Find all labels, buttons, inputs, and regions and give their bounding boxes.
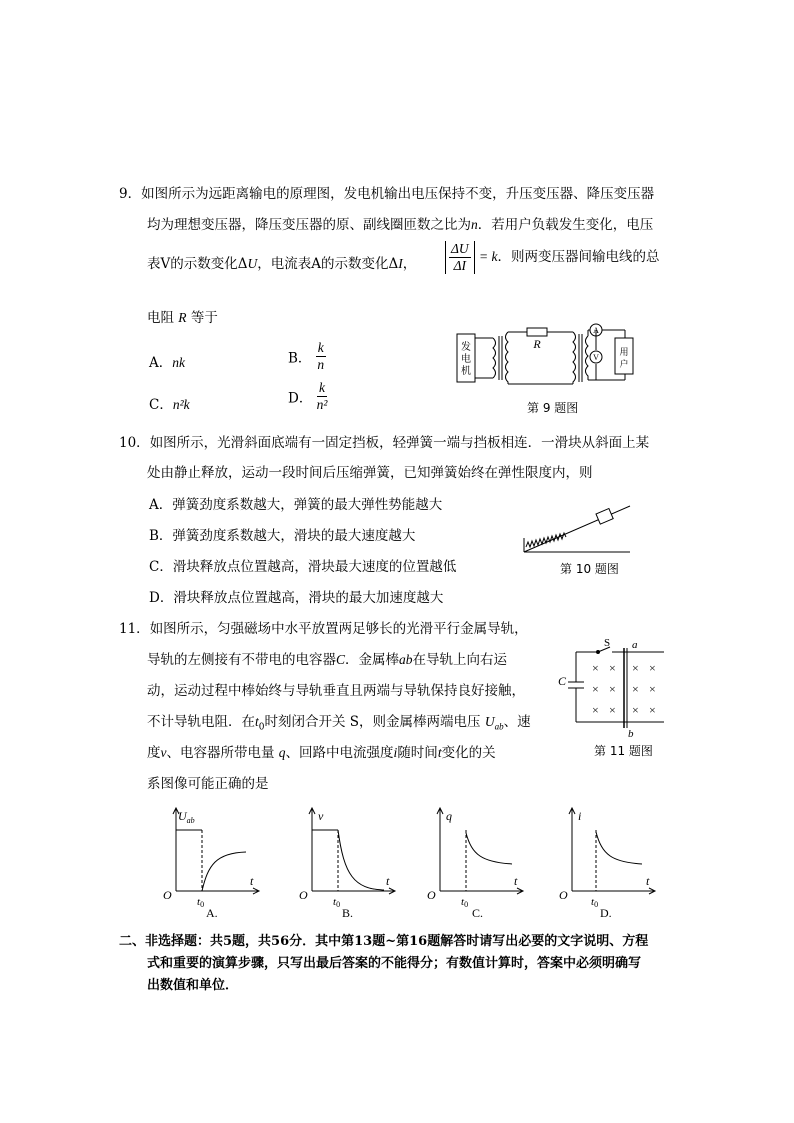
user-label-1: 用 xyxy=(619,347,629,357)
subscript: 0 xyxy=(258,722,265,733)
q11-text: 不计导轨电阻．在 xyxy=(147,714,255,730)
curve-decay xyxy=(466,833,512,864)
curve-decay xyxy=(338,830,384,890)
capacitor-label: C xyxy=(558,674,567,688)
x-label: t xyxy=(386,874,390,888)
abs-bars xyxy=(445,241,475,274)
option-label: A． xyxy=(149,355,173,371)
var-q: q xyxy=(278,745,286,760)
q11-text: 导轨的左侧接有不带电的电容器 xyxy=(147,652,336,668)
subscript: ab xyxy=(494,721,504,732)
slider-block xyxy=(596,509,613,525)
var-I: I xyxy=(398,256,403,271)
frac-denominator: ΔI xyxy=(453,258,467,273)
step-down-primary-coil xyxy=(573,332,576,384)
x-label: t xyxy=(514,874,518,888)
option-label: D． xyxy=(288,390,313,407)
t0-label: t0 xyxy=(591,896,599,909)
cross-mark: × xyxy=(592,682,599,696)
frac-denominator: n xyxy=(317,357,325,372)
cross-mark: × xyxy=(592,661,599,675)
q9-option-b xyxy=(288,340,326,373)
cross-mark: × xyxy=(609,661,616,675)
gen-label-3: 机 xyxy=(461,366,471,377)
q10-line2: 处由静止释放，运动一段时间后压缩弹簧，已知弹簧始终在弹性限度内，则 xyxy=(147,465,593,481)
q9-option-c xyxy=(149,393,190,413)
curve-rise xyxy=(202,852,246,891)
option-label: C． xyxy=(149,397,173,413)
t0-label: t0 xyxy=(461,896,469,909)
q9-text: ．若用户负载发生变化，电压 xyxy=(477,217,654,233)
q11-line4 xyxy=(147,710,531,733)
option-value: n²k xyxy=(172,397,190,412)
rod-end-a: a xyxy=(632,639,638,651)
gen-label-2: 电 xyxy=(461,354,471,365)
q9-line3 xyxy=(147,252,416,272)
frac-numerator: k xyxy=(317,340,324,355)
switch-label: S xyxy=(604,637,611,649)
q9-circuit-figure xyxy=(455,320,645,392)
frac-numerator: ΔU xyxy=(451,241,469,256)
fraction-dU-dI xyxy=(449,241,471,274)
section2-line2: 式和重要的演算步骤，只写出最后答案的不能得分；有数值计算时，答案中必须明确写 xyxy=(147,956,642,971)
q11-text: 、电容器所带电量 xyxy=(166,745,275,761)
var-C: C xyxy=(336,652,346,667)
cross-mark: × xyxy=(649,703,656,717)
graph-d xyxy=(554,805,664,917)
rod-end-b: b xyxy=(628,728,634,738)
var-R: R xyxy=(178,310,187,325)
var-i: i xyxy=(393,745,398,760)
q11-text: 时刻闭合开关 S，则金属棒两端电压 xyxy=(264,714,481,730)
origin-label: O xyxy=(299,888,308,902)
q10-option-b: B．弹簧劲度系数越大，滑块的最大速度越大 xyxy=(149,528,416,544)
incline-surface xyxy=(524,506,630,552)
q9-text: 等于 xyxy=(190,310,218,326)
q10-figure-caption: 第 10 题图 xyxy=(560,562,619,576)
graph-caption: D. xyxy=(600,906,612,917)
section2-line1: 二、非选择题：共5题，共56分．其中第13题~第16题解答时请写出必要的文字说明、方程 xyxy=(119,934,649,949)
cross-mark: × xyxy=(632,703,639,717)
cross-mark: × xyxy=(609,682,616,696)
cross-mark: × xyxy=(609,703,616,717)
q9-line2 xyxy=(147,213,653,233)
resistor-r xyxy=(527,328,547,336)
var-t: t xyxy=(255,714,259,729)
t0-label: t0 xyxy=(333,896,341,909)
q11-number: 11． xyxy=(119,621,150,637)
option-label: B． xyxy=(288,350,312,367)
q10-line1 xyxy=(119,431,649,451)
var-n: n xyxy=(471,217,478,232)
ammeter-label: A xyxy=(593,326,599,335)
cross-mark: × xyxy=(649,682,656,696)
graph-a xyxy=(158,805,268,917)
spring xyxy=(526,533,566,547)
graph-b xyxy=(294,805,404,917)
q11-line5 xyxy=(147,741,496,761)
q11-text: 变化的关 xyxy=(441,745,496,761)
q11-line2 xyxy=(147,648,507,668)
q9-number: 9． xyxy=(119,186,142,202)
q11-text: 随时间 xyxy=(397,745,438,761)
q10-option-c: C．滑块释放点位置越高，滑块最大速度的位置越低 xyxy=(149,559,457,575)
user-label-2: 户 xyxy=(619,359,629,369)
var-U: U xyxy=(247,256,258,271)
x-label: t xyxy=(250,874,254,888)
q11-rails-figure xyxy=(552,636,670,738)
q9-line4 xyxy=(147,306,218,326)
frac-numerator: k xyxy=(317,380,328,397)
q10-option-a: A．弹簧劲度系数越大，弹簧的最大弹性势能越大 xyxy=(149,497,443,513)
q9-text: ．则两变压器间输电线的总 xyxy=(497,249,660,265)
var-U: U xyxy=(484,714,495,729)
q11-text: 度 xyxy=(147,745,161,761)
cross-mark: × xyxy=(632,682,639,696)
q9-line1 xyxy=(119,182,654,202)
y-label: $U_{ab}$ xyxy=(178,809,195,825)
var-t: t xyxy=(437,745,442,760)
section2-line3: 出数值和单位． xyxy=(147,978,239,993)
cross-mark: × xyxy=(592,703,599,717)
graph-caption: A. xyxy=(206,906,218,917)
q9-text: 如图所示为远距离输电的原理图，发电机输出电压保持不变，升压变压器、降压变压器 xyxy=(141,186,655,202)
step-down-secondary-coil xyxy=(586,336,589,378)
y-label: q xyxy=(446,809,452,823)
q10-text: 如图所示，光滑斜面底端有一固定挡板，轻弹簧一端与挡板相连．一滑块从斜面上某 xyxy=(149,435,650,451)
y-label: i xyxy=(578,809,582,823)
graph-caption: B. xyxy=(342,906,354,917)
x-label: t xyxy=(646,874,650,888)
q9-abs-fraction xyxy=(445,241,659,274)
q10-number: 10． xyxy=(119,435,150,451)
q9-text: 均为理想变压器，降压变压器的原、副线圈匝数之比为 xyxy=(147,217,471,233)
frac-denominator: n² xyxy=(316,397,328,412)
graph-c xyxy=(422,805,532,917)
q9-option-d xyxy=(288,380,327,413)
q9-text: 表V的示数变化Δ xyxy=(147,256,248,272)
q11-line1 xyxy=(119,617,528,637)
option-fraction xyxy=(317,380,328,413)
gen-label-1: 发 xyxy=(461,342,471,353)
q11-text: 、速 xyxy=(503,714,531,730)
q10-option-d: D．滑块释放点位置越高，滑块的最大加速度越大 xyxy=(149,590,444,606)
q9-text: 电阻 xyxy=(147,310,174,326)
step-up-secondary-coil xyxy=(506,332,509,384)
graph-caption: C. xyxy=(472,906,484,917)
var-ab: ab xyxy=(399,652,413,667)
q9-text: ， xyxy=(402,256,417,272)
q11-line6: 系图像可能正确的是 xyxy=(147,776,269,792)
origin-label: O xyxy=(427,888,436,902)
cross-mark: × xyxy=(632,661,639,675)
q11-text: ．金属棒 xyxy=(345,652,400,668)
option-value: nk xyxy=(172,355,185,370)
option-fraction xyxy=(316,340,326,373)
q10-incline-figure xyxy=(518,500,636,556)
voltmeter-label: V xyxy=(593,353,599,362)
q11-line3: 动，运动过程中棒始终与导轨垂直且两端与导轨保持良好接触， xyxy=(147,683,525,699)
curve-decay xyxy=(596,832,642,864)
q9-figure-caption: 第 9 题图 xyxy=(527,401,579,415)
y-label: v xyxy=(318,809,324,823)
t0-label: t0 xyxy=(197,896,205,909)
q9-text: ，电流表A的示数变化Δ xyxy=(257,256,399,272)
origin-label: O xyxy=(559,888,568,902)
eq-k: = k xyxy=(478,249,498,264)
origin-label: O xyxy=(163,888,172,902)
step-up-primary-coil xyxy=(493,338,496,378)
q11-text: 在导轨上向右运 xyxy=(412,652,508,668)
q11-text: 、回路中电流强度 xyxy=(285,745,394,761)
var-v: v xyxy=(160,745,167,760)
q11-text: 如图所示，匀强磁场中水平放置两足够长的光滑平行金属导轨， xyxy=(149,621,528,637)
cross-mark: × xyxy=(649,661,656,675)
q9-option-a xyxy=(149,351,185,371)
q11-figure-caption: 第 11 题图 xyxy=(594,744,653,758)
resistor-label: R xyxy=(533,337,541,351)
